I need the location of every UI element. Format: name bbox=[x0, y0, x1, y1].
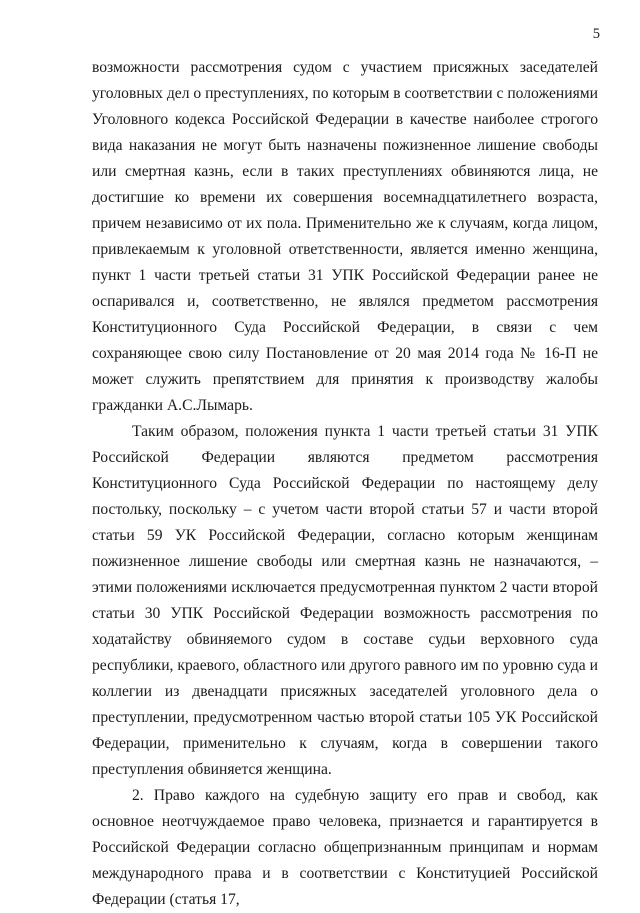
paragraph-section-2: 2. Право каждого на судебную защиту его прав и свобод, как основное неотчуждаемое право человека, признается и гарантируется в Российской Федерации согласно общепризнанным принципам и нормам международного права и в соответствии с Конституцией Российской Федерации (статья 17, bbox=[92, 787, 598, 908]
paragraph-conclusion: Таким образом, положения пункта 1 части третьей статьи 31 УПК Российской Федерации являются предметом рассмотрения Конституционного Суда Российской Федерации по настоящему делу постольку, поскольку – с учетом части второй статьи 57 и части второй статьи 59 УК Российской Федерации, согласно которым женщинам пожизненное лишение свободы или смертная казнь не назначаются, – этими положениями исключается предусмотренная пунктом 2 части второй статьи 30 УПК Российской Федерации возможность рассмотрения по ходатайству обвиняемого судом в составе судьи верховного суда республики, краевого, областного или другого равного им по уровню суда и коллегии из двенадцати присяжных заседателей уголовного дела о преступлении, предусмотренном частью второй статьи 105 УК Российской Федерации, применительно к случаям, когда в совершении такого преступления обвиняется женщина. bbox=[92, 423, 598, 778]
page-number: 5 bbox=[592, 26, 600, 42]
document-body bbox=[92, 55, 598, 913]
paragraph-continuation: возможности рассмотрения судом с участием присяжных заседателей уголовных дел о преступлениях, по которым в соответствии с положениями Уголовного кодекса Российской Федерации в качестве наиболее строгого вида наказания не могут быть назначены пожизненное лишение свободы или смертная казнь, если в таких преступлениях обвиняются лица, не достигшие ко времени их совершения восемнадцатилетнего возраста, причем независимо от их пола. Применительно же к случаям, когда лицом, привлекаемым к уголовной ответственности, является именно женщина, пункт 1 части третьей статьи 31 УПК Российской Федерации ранее не оспаривался и, соответственно, не являлся предметом рассмотрения Конституционного Суда Российской Федерации, в связи с чем сохраняющее свою силу Постановление от 20 мая 2014 года № 16-П не может служить препятствием для принятия к производству жалобы гражданки А.С.Лымарь. bbox=[92, 59, 599, 414]
